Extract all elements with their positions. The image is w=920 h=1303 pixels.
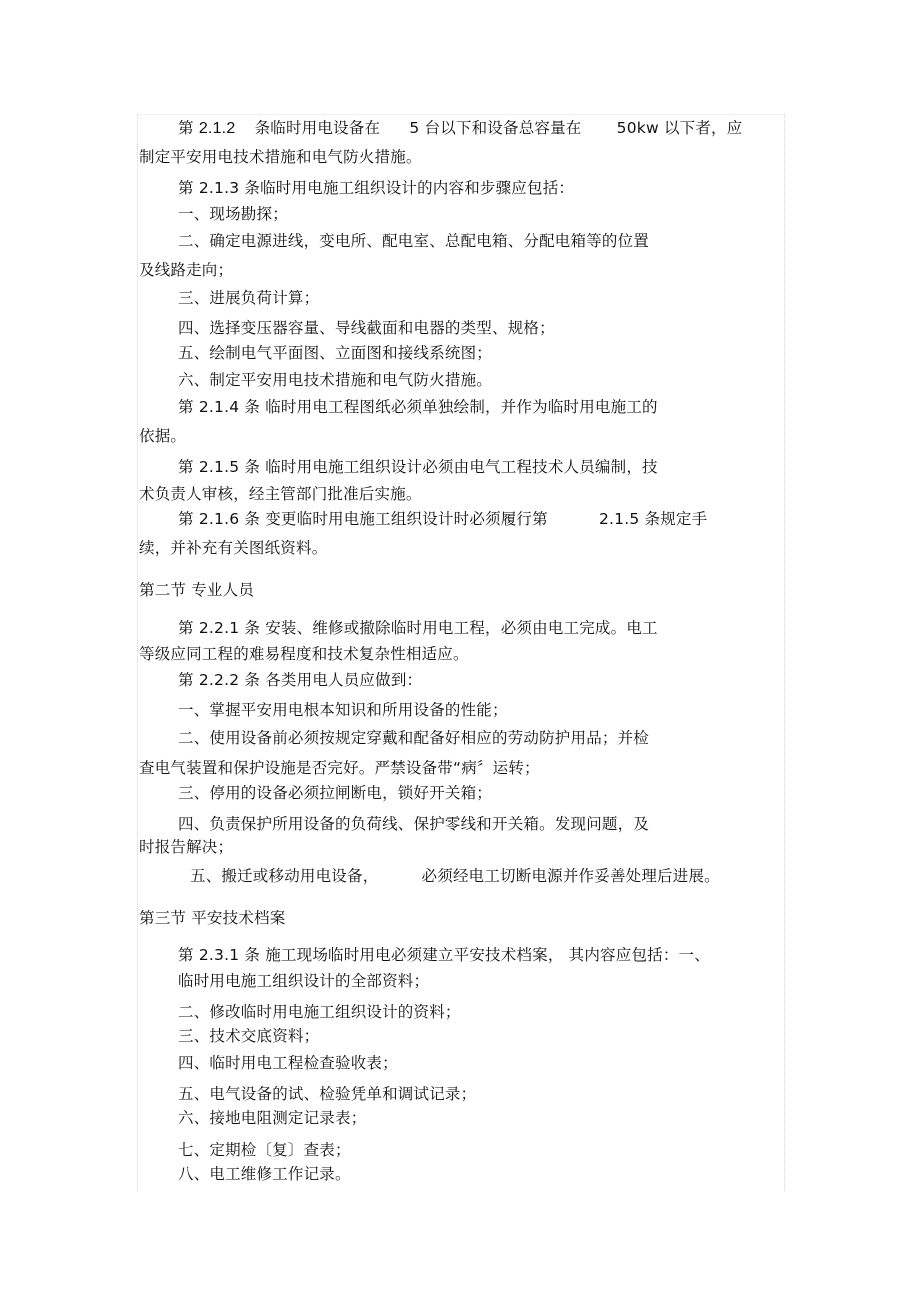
list-item: 三、进展负荷计算； [178,289,320,307]
list-item: 五、电气设备的试、检验凭单和调试记录； [178,1085,477,1103]
article-2-1-5-line2: 术负责人审核，经主管部门批准后实施。 [139,485,422,503]
list-item: 三、技术交底资料； [178,1027,320,1045]
article-2-2-1-line1: 第 2.2.1 条 安装、维修或撤除临时用电工程，必须由电工完成。电工 [178,619,658,637]
list-item-continuation: 查电气装置和保护设施是否完好。严禁设备带“病〞运转； [139,759,540,777]
article-text: 5 台以下和设备总容量在 [409,119,582,137]
article-text: 第 2.1.6 条 变更临时用电施工组织设计时必须履行第 [178,510,548,528]
list-item: 五、绘制电气平面图、立面图和接线系统图； [178,344,493,362]
list-item: 二、修改临时用电施工组织设计的资料； [178,1003,461,1021]
article-2-1-5-line1: 第 2.1.5 条 临时用电施工组织设计必须由电气工程技术人员编制，技 [178,458,658,476]
list-item: 八、电工维修工作记录。 [178,1165,351,1183]
article-text: 2.1.5 条规定手 [598,510,708,528]
article-2-3-1-line2: 临时用电施工组织设计的全部资料； [178,972,430,990]
list-item-text: 五、搬迁或移动用电设备， [190,867,379,885]
article-2-1-4-line2: 依据。 [139,427,187,445]
article-2-1-6-line1 [178,509,707,529]
list-item-continuation: 及线路走向； [139,261,234,279]
section-heading: 第三节 平安技术档案 [139,909,286,927]
list-item: 六、制定平安用电技术措施和电气防火措施。 [178,371,493,389]
list-item: 四、临时用电工程检查验收表； [178,1054,398,1072]
article-2-1-3: 第 2.1.3 条临时用电施工组织设计的内容和步骤应包括： [178,179,575,197]
list-item: 二、使用设备前必须按规定穿戴和配备好相应的劳动防护用品；并检 [178,729,650,747]
article-2-1-2-line1 [178,118,742,139]
list-item: 四、选择变压器容量、导线截面和电器的类型、规格； [178,319,555,337]
article-2-1-2-line2: 制定平安用电技术措施和电气防火措施。 [139,148,422,166]
article-label: 第 [178,119,199,137]
list-item: 一、现场勘探； [178,205,288,223]
section-heading: 第二节 专业人员 [139,581,255,599]
list-item [190,866,720,886]
article-text: 50kw 以下者，应 [616,119,743,137]
article-2-3-1-line1: 第 2.3.1 条 施工现场临时用电必须建立平安技术档案， 其内容应包括：一、 [178,946,710,964]
article-2-1-4-line1: 第 2.1.4 条 临时用电工程图纸必须单独绘制，并作为临时用电施工的 [178,398,658,416]
article-2-2-1-line2: 等级应同工程的难易程度和技术复杂性相适应。 [139,645,469,663]
article-2-1-6-line2: 续，并补充有关图纸资料。 [139,539,328,557]
list-item: 一、掌握平安用电根本知识和所用设备的性能； [178,701,508,719]
list-item: 四、负责保护所用设备的负荷线、保护零线和开关箱。发现问题，及 [178,815,650,833]
article-text: 条临时用电设备在 [254,119,381,137]
list-item: 六、接地电阻测定记录表； [178,1109,367,1127]
list-item-continuation: 时报告解决； [139,838,234,856]
article-2-2-2: 第 2.2.2 条 各类用电人员应做到： [178,671,423,689]
list-item-text: 必须经电工切断电源并作妥善处理后进展。 [421,867,720,885]
article-number: 2.1.2 [198,120,236,137]
list-item: 七、定期检〔复〕查表； [178,1141,351,1159]
list-item: 三、停用的设备必须拉闸断电，锁好开关箱； [178,784,493,802]
list-item: 二、确定电源进线，变电所、配电室、总配电箱、分配电箱等的位置 [178,232,650,250]
